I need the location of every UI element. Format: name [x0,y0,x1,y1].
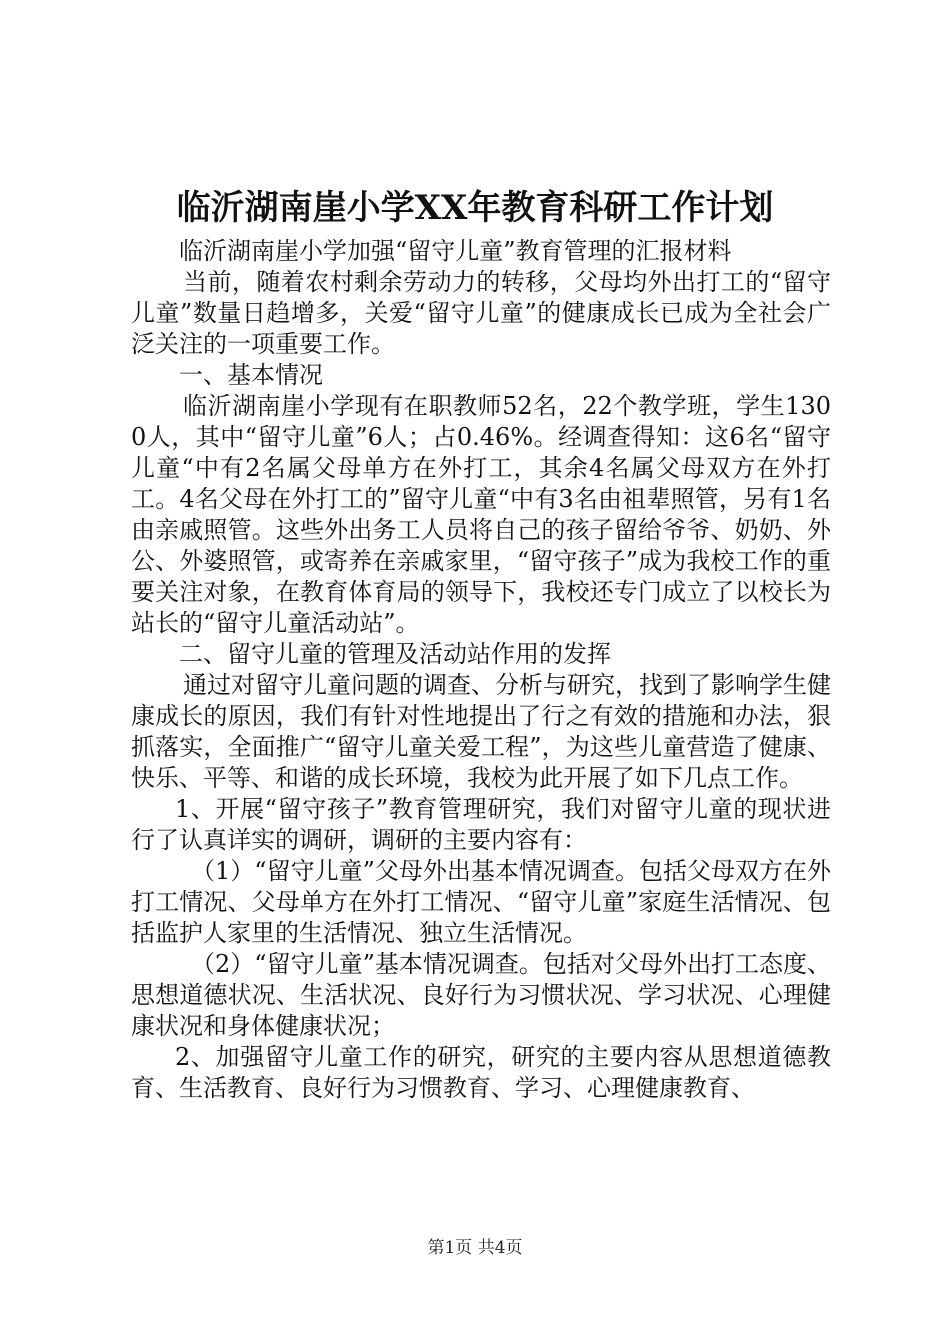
section-heading-basic-situation: 一、基本情况 [179,361,323,389]
paragraph-basic-situation: 临沂湖南崖小学现有在职教师52名，22个教学班，学生1300人，其中“留守儿童”6人；占0.46%。经调查得知：这6名“留守儿童“中有2名属父母单方在外打工，其余4名属父母双方在外打工。4名父母在外打工的”留守儿童“中有3名由祖辈照管，另有1名由亲戚照管。这些外出务工人员将自己的孩子留给爷爷、奶奶、外公、外婆照管，或寄养在亲戚家里，“留守孩子”成为我校工作的重要关注对象，在教育体育局的领导下，我校还专门成立了以校长为站长的“留守儿童活动站”。 [131,392,831,637]
document-title: 临沂湖南崖小学XX年教育科研工作计划 [176,188,774,228]
document-body [131,236,831,1104]
paragraph-subitem-2: （2）“留守儿童”基本情况调查。包括对父母外出打工态度、思想道德状况、生活状况、良好行为习惯状况、学习状况、心理健康状况和身体健康状况； [131,950,831,1040]
document-subtitle: 临沂湖南崖小学加强“留守儿童”教育管理的汇报材料 [179,237,732,265]
paragraph-intro: 当前，随着农村剩余劳动力的转移，父母均外出打工的“留守儿童”数量日趋增多，关爱“留守儿童”的健康成长已成为全社会广泛关注的一项重要工作。 [131,268,831,358]
paragraph-item-1: 1、开展“留守孩子”教育管理研究，我们对留守儿童的现状进行了认真详实的调研，调研的主要内容有： [131,795,831,854]
page-number: 第1页 共4页 [427,1238,523,1258]
section-heading-management: 二、留守儿童的管理及活动站作用的发挥 [179,640,611,668]
paragraph-subitem-1: （1）“留守儿童”父母外出基本情况调查。包括父母双方在外打工情况、父母单方在外打工情况、“留守儿童”家庭生活情况、包括监护人家里的生活情况、独立生活情况。 [131,857,831,947]
paragraph-management: 通过对留守儿童问题的调查、分析与研究，找到了影响学生健康成长的原因，我们有针对性地提出了行之有效的措施和办法，狠抓落实，全面推广“留守儿童关爱工程”，为这些儿童营造了健康、快乐、平等、和谐的成长环境，我校为此开展了如下几点工作。 [131,671,831,792]
paragraph-item-2: 2、加强留守儿童工作的研究，研究的主要内容从思想道德教育、生活教育、良好行为习惯教育、学习、心理健康教育、 [131,1043,831,1102]
